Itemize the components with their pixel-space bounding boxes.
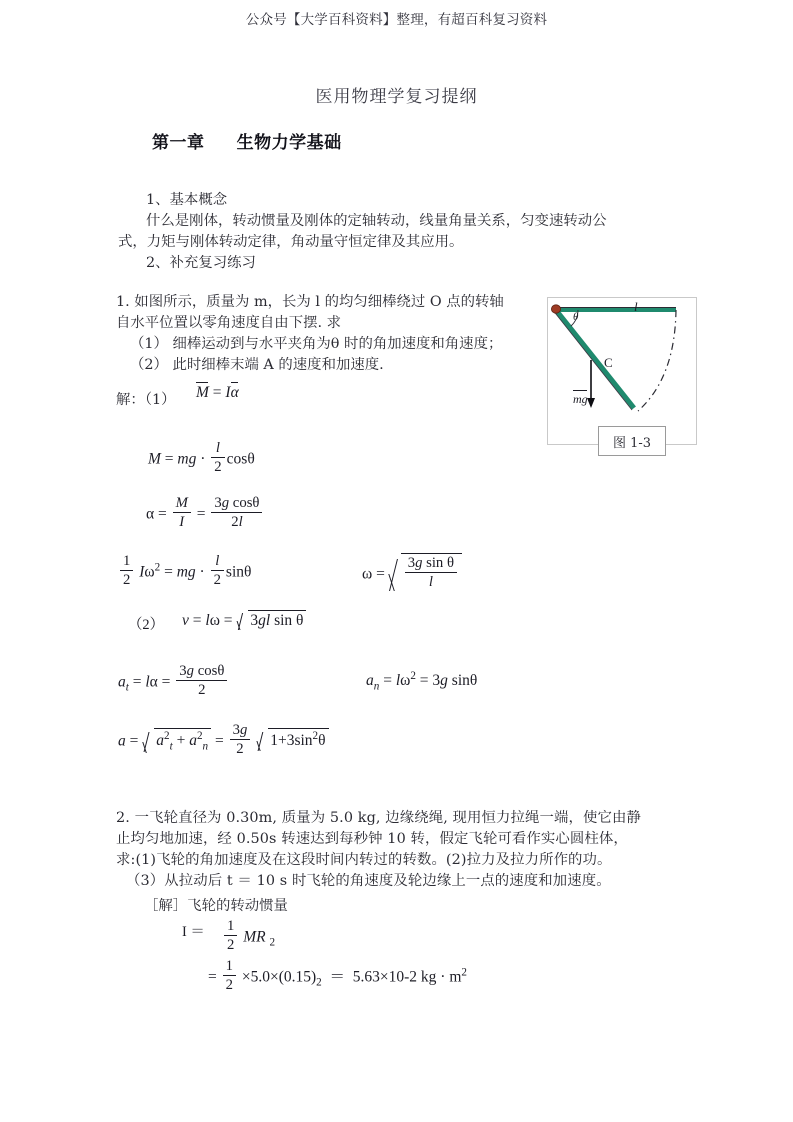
rod-swung	[556, 310, 634, 408]
concepts-line-2: 什么是刚体，转动惯量及刚体的定轴转动，线量角量关系，匀变速转动公	[146, 213, 607, 229]
equation-inertia: $\frac{1}{2}$ MR $_2$	[222, 918, 275, 954]
concepts-line-1: 1、基本概念	[146, 192, 228, 208]
problem-1-statement	[116, 292, 546, 376]
problem-1-line-2: 自水平位置以零角速度自由下摆. 求	[116, 315, 342, 331]
pivot-point-o	[551, 305, 560, 313]
equation-inertia-label: I ＝	[182, 924, 205, 940]
figure-label-center: C	[604, 355, 613, 370]
equation-torque: M = mg · $\frac{l}{2}$ cosθ	[148, 440, 255, 476]
figure-rod-diagram	[548, 298, 694, 442]
chapter-heading: 第一章 生物力学基础	[152, 133, 342, 153]
solution-1-label: 解：（1）	[116, 392, 176, 408]
concepts-block	[118, 190, 688, 274]
equation-velocity-label: （2）	[128, 617, 164, 633]
equation-velocity: v = lω = 3gl sin θ	[182, 610, 306, 630]
solution-2-label: ［解］飞轮的转动惯量	[144, 898, 288, 914]
mg-arrow-head	[587, 398, 595, 408]
rod-swung-edge	[554, 312, 632, 411]
figure-caption: 图 1-3	[598, 426, 666, 456]
problem-2-line-4: （3）从拉动后 t ＝ 10 s 时飞轮的角速度及轮边缘上一点的速度和加速度。	[126, 873, 611, 889]
problem-2-line-3: 求:(1)飞轮的角加速度及在这段时间内转过的转数。(2)拉力及拉力所作的功。	[116, 852, 612, 868]
problem-2-line-1: 2. 一飞轮直径为 0.30m, 质量为 5.0 kg, 边缘绕绳, 现用恒力拉绳一端，使它由静	[116, 810, 641, 826]
concepts-line-3: 式，力矩与刚体转动定律，角动量守恒定律及其应用。	[118, 234, 464, 250]
equation-angular-acceleration: α = $\frac{M}{I}$ = $\frac{\text{3g cosθ}}{2l}$	[146, 495, 264, 531]
figure-label-mg	[573, 392, 588, 407]
problem-2-statement	[116, 808, 694, 892]
figure-1-3	[547, 297, 697, 445]
equation-total-acceleration: $a = a^2_t + a^2_n$ = $\frac{3g}{2}$ $1+3\sin^2\theta$	[118, 722, 329, 758]
equation-inertia-value: = $\frac{1}{2}$ $\times 5.0\times(0.15)_2 = 5.63\times 10-2$ kg · $m^2$	[208, 958, 467, 994]
mg-vector-text: mg	[573, 392, 588, 406]
equation-omega: ω = $\frac{\text{3g sin θ}}{l}$	[362, 553, 462, 591]
concepts-line-4: 2、补充复习练习	[146, 255, 256, 271]
figure-label-length: l	[634, 299, 638, 314]
problem-1-line-1: 1. 如图所示，质量为 m，长为 l 的均匀细棒绕过 O 点的转轴	[116, 294, 504, 310]
trajectory-arc	[638, 310, 676, 411]
watermark-header: 公众号【大学百科资料】整理，有超百科复习资料	[245, 12, 548, 28]
problem-2-line-2: 止均匀地加速，经 0.50s 转速达到每秒钟 10 转，假定飞轮可看作实心圆柱体，	[116, 831, 628, 847]
equation-moment-vector: M = Iα	[196, 384, 239, 401]
problem-1-question-2: （2） 此时细棒末端 A 的速度和加速度.	[130, 357, 384, 373]
equation-tangential-acceleration: $a_t = l\alpha$ = $\frac{\text{3g cosθ}}{2}$	[118, 663, 229, 699]
page-title: 医用物理学复习提纲	[315, 87, 478, 107]
equation-normal-acceleration: $a_n = l\omega^2 = 3g$ sinθ	[366, 670, 478, 693]
problem-1-question-1: （1） 细棒运动到与水平夹角为θ 时的角加速度和角速度；	[130, 336, 503, 352]
equation-energy: $\frac{1}{2}$ $I\omega^2$ = mg · $\frac{l}{2}$ sinθ	[118, 553, 251, 589]
figure-label-theta: θ	[573, 311, 579, 323]
